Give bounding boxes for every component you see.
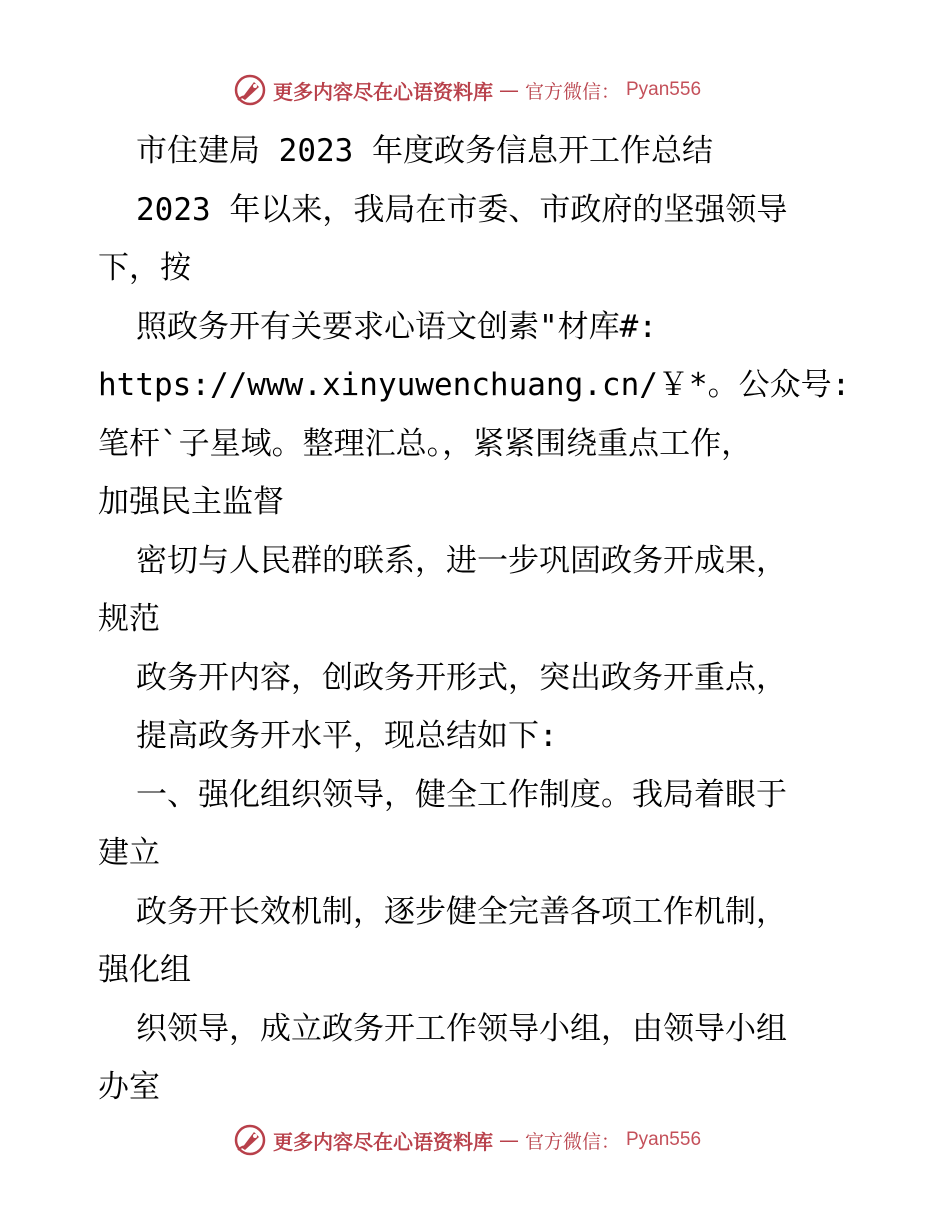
paragraph-line: https://www.xinyuwenchuang.cn/￥*。公众号: — [98, 367, 851, 403]
header-watermark-contact-id: Pyan556 — [626, 79, 702, 100]
paragraph-line: 政务开内容，创政务开形式，突出政务开重点， — [136, 659, 787, 696]
footer-watermark-contact-id: Pyan556 — [626, 1129, 702, 1150]
paragraph-line: 下，按 — [98, 250, 191, 286]
footer-watermark-text: 更多内容尽在心语资料库 — [272, 1129, 493, 1154]
paragraph-line: 建立 — [98, 835, 160, 871]
footer-watermark-contact-label: 官方微信： — [524, 1130, 620, 1153]
paragraph-line: 办室 — [98, 1069, 160, 1105]
document-body — [98, 122, 858, 1117]
header-watermark-content — [233, 73, 701, 107]
header-watermark-contact-label: 官方微信： — [524, 80, 620, 103]
paragraph-line: 加强民主监督 — [98, 484, 284, 520]
paragraph-line: 提高政务开水平，现总结如下: — [136, 718, 558, 754]
paragraph-line: 强化组 — [98, 952, 191, 988]
paragraph-line: 密切与人民群的联系，进一步巩固政务开成果， — [136, 542, 787, 579]
pen-nib-logo-icon — [233, 73, 267, 107]
footer-watermark-dash: — — [498, 1128, 519, 1152]
header-watermark-text: 更多内容尽在心语资料库 — [272, 79, 493, 104]
paragraph-line: 笔杆`子星域。整理汇总。，紧紧围绕重点工作， — [98, 425, 753, 462]
header-watermark-dash: — — [498, 78, 519, 102]
pen-nib-logo-icon — [233, 1123, 267, 1157]
section-heading-line: 一、强化组织领导，健全工作制度。我局着眼于 — [136, 776, 787, 813]
paragraph-line: 织领导，成立政务开工作领导小组，由领导小组 — [136, 1010, 787, 1047]
document-title: 市住建局 2023 年度政务信息开工作总结 — [136, 133, 713, 169]
paragraph-line: 政务开长效机制，逐步健全完善各项工作机制， — [136, 893, 787, 930]
header-watermark-banner — [0, 70, 950, 110]
paragraph-line: 照政务开有关要求心语文创素"材库#: — [136, 308, 657, 345]
paragraph-line: 规范 — [98, 601, 160, 637]
paragraph-line: 2023 年以来，我局在市委、市政府的坚强领导 — [136, 191, 788, 228]
footer-watermark-content — [233, 1123, 701, 1157]
footer-watermark-banner — [0, 1120, 950, 1160]
